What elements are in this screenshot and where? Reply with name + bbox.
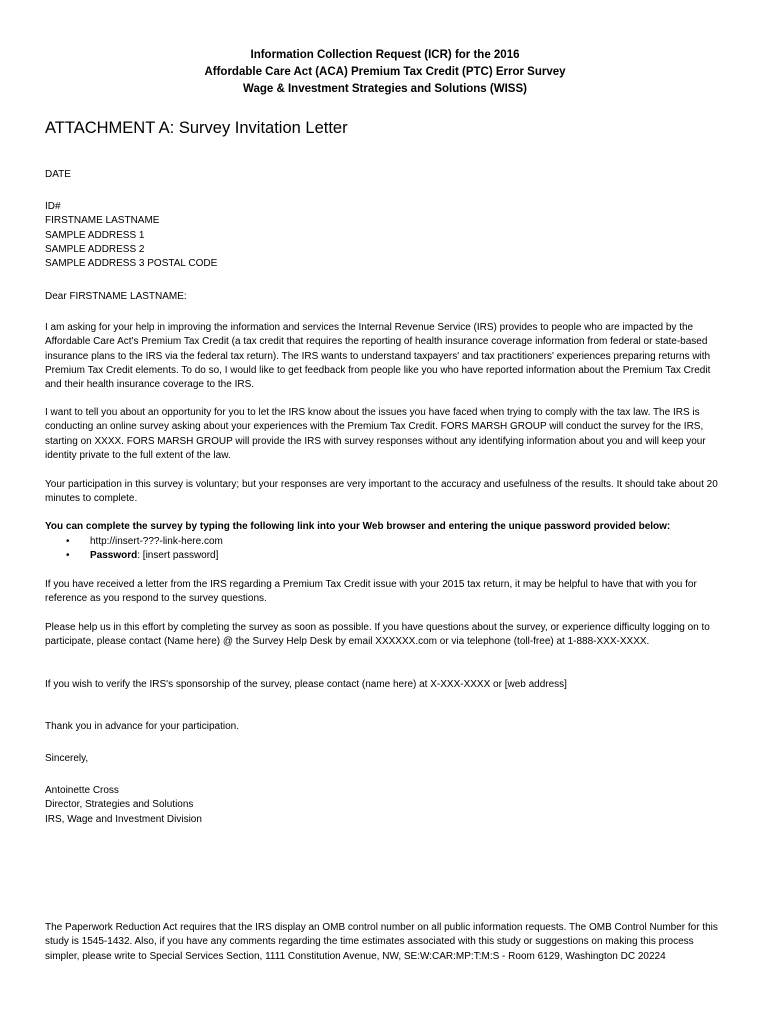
bullet-icon: • [66,550,70,562]
list-item [66,549,223,563]
password-value: : [insert password] [137,550,219,562]
attachment-title: ATTACHMENT A: Survey Invitation Letter [45,119,348,137]
letter-date: DATE [45,169,71,180]
survey-link[interactable]: http://insert-???-link-here.com [90,536,223,547]
paperwork-reduction-notice: The Paperwork Reduction Act requires that the IRS display an OMB control number on all public information requests. The OMB Control Number for this study is 1545-1432. Also, if you have any comments regarding the time estimates associated with this study or suggestions on making this process simpler, please write to Special Services Section, 1111 Constitution Avenue, NW, SE:W:CAR:MP:T:M:S - Room 6129, Washington DC 20224 [45,922,718,962]
paragraph-contact-help: Please help us in this effort by completing the survey as soon as possible. If you have questions about the survey, or experience difficulty logging on to participate, please contact (Name here) @ the Survey Help Desk by email XXXXXX.com or via telephone (toll-free) at 1-888-XXX-XXXX. [45,622,710,648]
salutation: Dear FIRSTNAME LASTNAME: [45,291,187,302]
signer-title: Director, Strategies and Solutions [45,799,194,811]
paragraph-survey-opportunity: I want to tell you about an opportunity for you to let the IRS know about the issues you have faced when trying to comply with the tax law. The IRS is conducting an online survey asking about your experiences with the Premium Tax Credit. FORS MARSH GROUP will conduct the survey for the IRS, starting on XXXX. FORS MARSH GROUP will provide the IRS with survey responses without any identifying information about you and will keep your identity private to the full extent of the law. [45,407,706,461]
list-item [66,535,223,549]
paragraph-voluntary: Your participation in this survey is voluntary; but your responses are very important to the accuracy and usefulness of the results. It should take about 20 minutes to complete. [45,479,718,505]
recipient-address [45,200,217,271]
address-line-id: ID# [45,201,61,212]
signer-name: Antoinette Cross [45,785,119,796]
paragraph-verify-sponsorship: If you wish to verify the IRS's sponsorship of the survey, please contact (name here) at X-XXX-XXXX or [web address] [45,679,567,690]
signer-division: IRS, Wage and Investment Division [45,813,202,825]
signature-block [45,784,202,827]
password-label: Password [90,550,138,562]
thank-you-line: Thank you in advance for your participation. [45,721,239,732]
paragraph-prior-letter: If you have received a letter from the IRS regarding a Premium Tax Credit issue with your 2015 tax return, it may be helpful to have that with you for reference as you respond to the survey questions. [45,579,697,605]
survey-access-list [66,535,223,564]
paragraph-help-request: I am asking for your help in improving the information and services the Internal Revenue Service (IRS) provides to people who are impacted by the Affordable Care Act's Premium Tax Credit (a tax credit that requires the reporting of health insurance coverage information from federal or state-based insurance plans to the IRS via the federal tax return). The IRS wants to understand taxpayers' and tax practitioners' experiences preparing returns with Premium Tax Credit elements. To do so, I would like to get feedback from people like you who have reported information about the Premium Tax Credit and their health insurance coverage to the IRS. [45,322,711,391]
bullet-icon: • [66,536,70,547]
header-line-2: Affordable Care Act (ACA) Premium Tax Credit (PTC) Error Survey [204,66,566,78]
address-line-name: FIRSTNAME LASTNAME [45,215,160,227]
address-line-3: SAMPLE ADDRESS 3 POSTAL CODE [45,258,218,270]
address-line-2: SAMPLE ADDRESS 2 [45,243,145,255]
survey-instructions: You can complete the survey by typing the following link into your Web browser and entering the unique password provided below: [45,521,671,532]
header-line-3: Wage & Investment Strategies and Solutions (WISS) [243,83,527,95]
closing: Sincerely, [45,753,89,764]
address-line-1: SAMPLE ADDRESS 1 [45,229,145,241]
icr-header [0,47,770,98]
header-line-1: Information Collection Request (ICR) for the 2016 [250,49,520,61]
